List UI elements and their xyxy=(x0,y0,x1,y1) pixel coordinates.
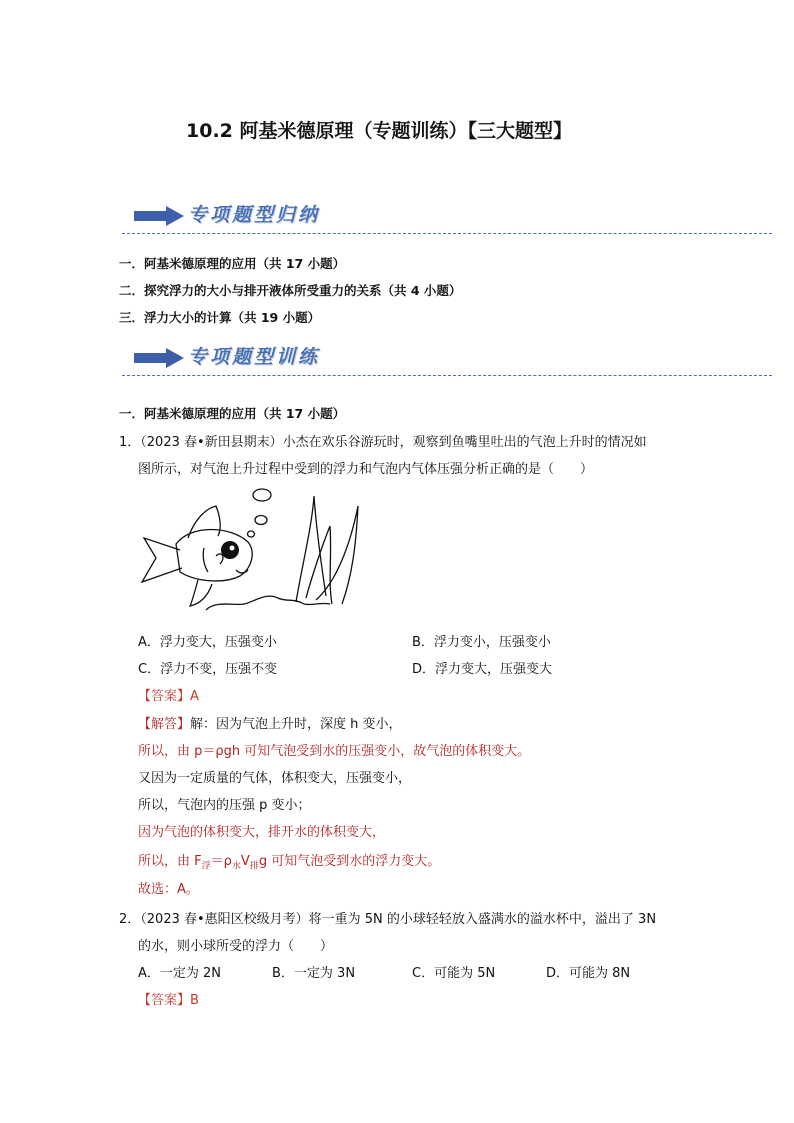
toc-item-2: 二．探究浮力的大小与排开液体所受重力的关系（共 4 小题） xyxy=(119,283,462,298)
question-1-line1: 1．（2023 春•新田县期末）小杰在欢乐谷游玩时，观察到鱼嘴里吐出的气泡上升时的情况如 xyxy=(119,435,647,450)
dashed-divider xyxy=(122,375,772,376)
toc-item-1: 一．阿基米德原理的应用（共 17 小题） xyxy=(119,256,346,271)
arrow-icon xyxy=(134,348,186,368)
q2-option-a: A．一定为 2N xyxy=(138,966,222,981)
question-1-line2: 图所示，对气泡上升过程中受到的浮力和气泡内气体压强分析正确的是（ ） xyxy=(138,462,594,477)
fish-bubbles-figure xyxy=(136,486,366,618)
q1-conclusion: 故选：A。 xyxy=(138,882,199,897)
section-heading: 一．阿基米德原理的应用（共 17 小题） xyxy=(119,406,346,421)
explanation-label: 【解答】 xyxy=(138,717,191,732)
page-title: 10.2 阿基米德原理（专题训练）【三大题型】 xyxy=(186,120,572,142)
section-banner-training xyxy=(122,342,772,376)
section-banner-summary xyxy=(122,200,772,234)
q2-option-d: D．可能为 8N xyxy=(546,966,631,981)
question-2-line2: 的水，则小球所受的浮力（ ） xyxy=(138,939,334,954)
q1-explanation-line1: 【解答】解：因为气泡上升时，深度 h 变小， xyxy=(138,717,402,732)
q1-option-b: B．浮力变小，压强变小 xyxy=(412,635,551,650)
q1-option-a: A．浮力变大，压强变小 xyxy=(138,635,277,650)
q2-answer: 【答案】B xyxy=(138,993,199,1008)
q1-explanation-line2: 所以，由 p＝ρgh 可知气泡受到水的压强变小，故气泡的体积变大。 xyxy=(138,744,531,759)
q1-explanation-line3: 又因为一定质量的气体，体积变大，压强变小， xyxy=(138,771,412,786)
banner-title: 专项题型训练 xyxy=(188,346,321,368)
arrow-icon xyxy=(134,206,186,226)
question-2-line1: 2．（2023 春•惠阳区校级月考）将一重为 5N 的小球轻轻放入盛满水的溢水杯中，溢出了 3N xyxy=(119,912,657,927)
banner-title: 专项题型归纳 xyxy=(188,204,321,226)
q2-option-b: B．一定为 3N xyxy=(272,966,356,981)
dashed-divider xyxy=(122,233,772,234)
q1-option-d: D．浮力变大，压强变大 xyxy=(412,662,553,677)
q1-option-c: C．浮力不变，压强不变 xyxy=(138,662,278,677)
q1-explanation-line5: 因为气泡的体积变大，排开水的体积变大， xyxy=(138,825,386,840)
q1-explanation-line4: 所以，气泡内的压强 p 变小； xyxy=(138,798,311,813)
q1-answer: 【答案】A xyxy=(138,689,199,704)
q1-explanation-line6: 所以，由 $F_浮=\rho_水V_排g$ 可知气泡受到水的浮力变大。 xyxy=(138,854,441,872)
toc-item-3: 三．浮力大小的计算（共 19 小题） xyxy=(119,310,321,325)
q2-option-c: C．可能为 5N xyxy=(412,966,496,981)
